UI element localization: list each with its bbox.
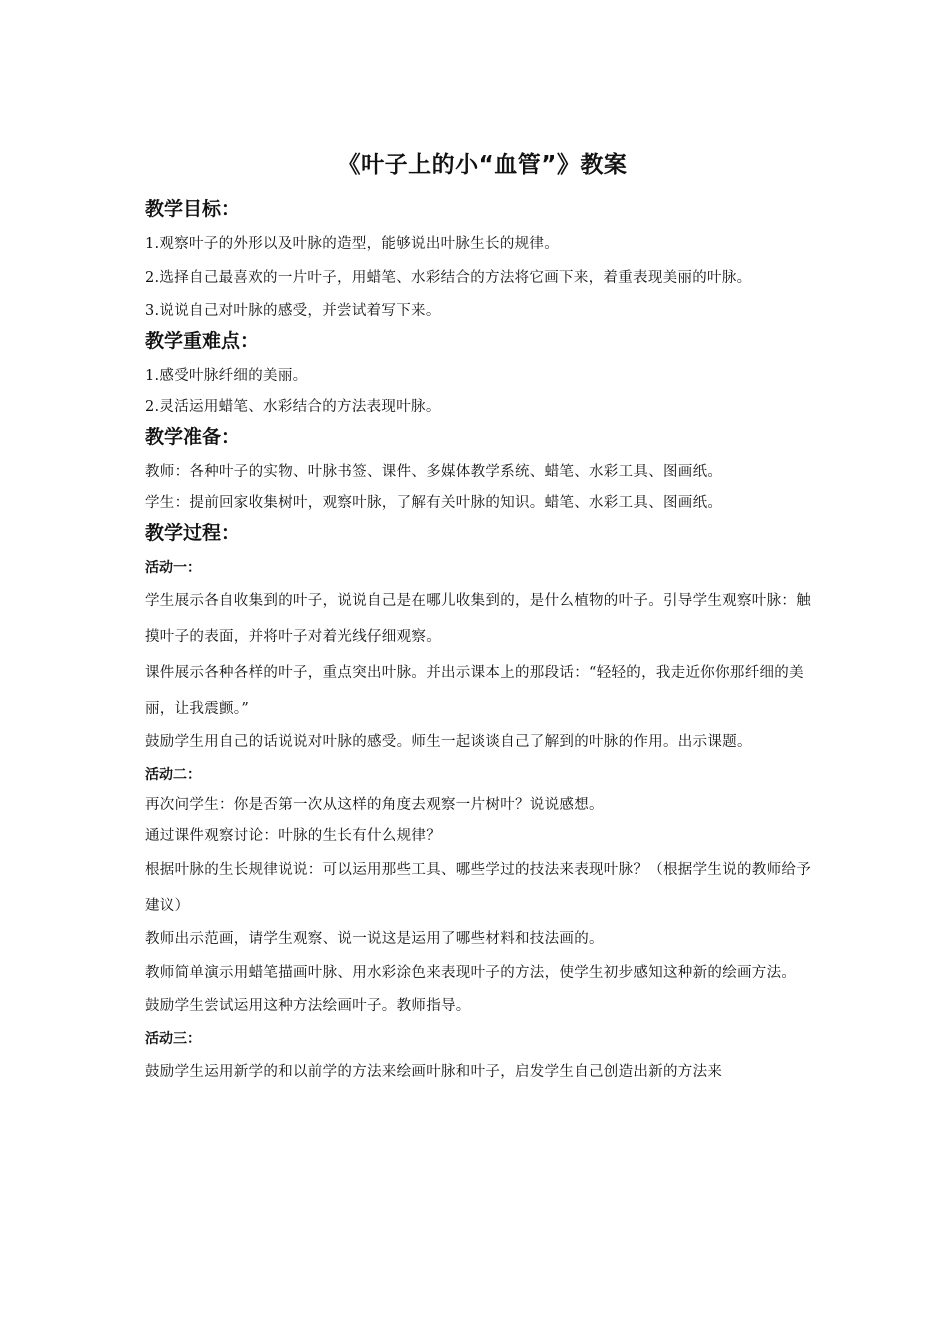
preparation-teacher: 教师：各种叶子的实物、叶脉书签、课件、多媒体教学系统、蜡笔、水彩工具、图画纸。	[145, 464, 723, 480]
section-key-points	[145, 327, 820, 423]
activity-1-item-3: 鼓励学生用自己的话说说对叶脉的感受。师生一起谈谈自己了解到的叶脉的作用。出示课题。	[145, 734, 752, 750]
preparation-student: 学生：提前回家收集树叶，观察叶脉，了解有关叶脉的知识。蜡笔、水彩工具、图画纸。	[145, 495, 723, 511]
activity-3-item-1: 鼓励学生运用新学的和以前学的方法来绘画叶脉和叶子，启发学生自己创造出新的方法来	[145, 1064, 723, 1080]
key-point-item-1: 1.感受叶脉纤细的美丽。	[145, 368, 308, 384]
activity-2-label: 活动二：	[145, 767, 201, 783]
activity-2-item-2: 通过课件观察讨论：叶脉的生长有什么规律？	[145, 828, 441, 844]
activity-2-item-6: 鼓励学生尝试运用这种方法绘画叶子。教师指导。	[145, 998, 471, 1014]
activity-1-label: 活动一：	[145, 560, 201, 576]
objective-item-2: 2.选择自己最喜欢的一片叶子，用蜡笔、水彩结合的方法将它画下来，着重表现美丽的叶脉。	[145, 270, 752, 286]
section-heading-objectives: 教学目标：	[145, 198, 241, 220]
activity-2-item-4: 教师出示范画，请学生观察、说一说这是运用了哪些材料和技法画的。	[145, 931, 604, 947]
activity-1-item-1: 学生展示各自收集到的叶子，说说自己是在哪儿收集到的，是什么植物的叶子。引导学生观察叶脉：触摸叶子的表面，并将叶子对着光线仔细观察。	[145, 593, 811, 645]
section-heading-preparation: 教学准备：	[145, 426, 241, 448]
section-objectives	[145, 195, 820, 327]
objective-item-3: 3.说说自己对叶脉的感受，并尝试着写下来。	[145, 303, 441, 319]
activity-2-item-1: 再次问学生：你是否第一次从这样的角度去观察一片树叶？说说感想。	[145, 797, 604, 813]
objective-item-1: 1.观察叶子的外形以及叶脉的造型，能够说出叶脉生长的规律。	[145, 236, 560, 252]
section-heading-process: 教学过程：	[145, 522, 241, 544]
activity-3-label: 活动三：	[145, 1031, 201, 1047]
activity-2-item-5: 教师简单演示用蜡笔描画叶脉、用水彩涂色来表现叶子的方法，使学生初步感知这种新的绘画方法。	[145, 965, 797, 981]
section-process	[145, 519, 820, 1090]
document-page	[145, 145, 820, 1090]
activity-1-item-2: 课件展示各种各样的叶子，重点突出叶脉。并出示课本上的那段话：“轻轻的，我走近你你那纤细的美丽，让我震颤。”	[145, 665, 804, 717]
key-point-item-2: 2.灵活运用蜡笔、水彩结合的方法表现叶脉。	[145, 399, 441, 415]
section-heading-key-points: 教学重难点：	[145, 330, 260, 352]
section-preparation	[145, 423, 820, 519]
document-title: 《叶子上的小“血管”》教案	[337, 152, 628, 178]
activity-2-item-3: 根据叶脉的生长规律说说：可以运用那些工具、哪些学过的技法来表现叶脉？（根据学生说的教师给予建议）	[145, 862, 811, 914]
